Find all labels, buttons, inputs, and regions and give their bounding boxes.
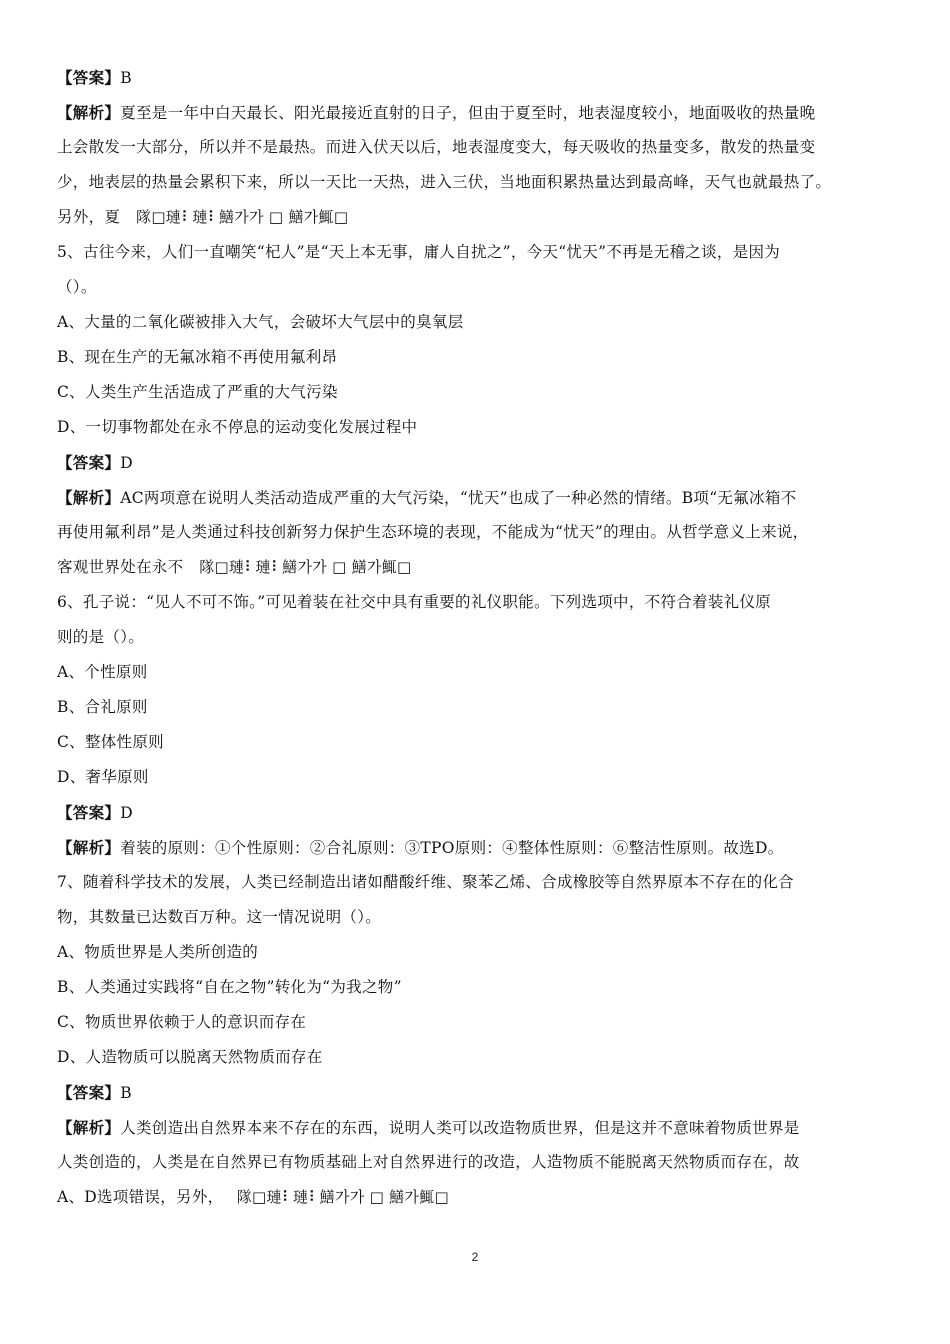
garbled-text: 隊□璉⠇璉⠇鱔가가 □ 鱔가鮿□ [236, 1188, 449, 1206]
option-line: D、奢华原则 [57, 768, 149, 786]
answer-tag: 【答案】 [57, 1083, 121, 1102]
option-line: B、现在生产的无氟冰箱不再使用氟利昂 [57, 348, 338, 366]
question-line: 则的是（）。 [57, 628, 145, 646]
answer-value: D [120, 804, 133, 822]
question-line: 6、孔子说：“见人不可不饰。”可见着装在社交中具有重要的礼仪职能。下列选项中，不符合着装礼仪原 [57, 593, 772, 611]
analysis-text: 夏至是一年中白天最长、阳光最接近直射的日子，但由于夏至时，地表湿度较小，地面吸收的热量晚 [120, 104, 816, 122]
option-line: A、个性原则 [57, 663, 148, 681]
analysis-line [57, 480, 893, 515]
analysis-text: 再使用氟利昂”是人类通过科技创新努力保护生态环境的表现，不能成为“忧天”的理由。从哲学意义上来说， [57, 523, 809, 541]
analysis-line [57, 1110, 893, 1145]
option-line: A、物质世界是人类所创造的 [57, 943, 259, 961]
option-line: B、合礼原则 [57, 698, 148, 716]
analysis-line [57, 95, 893, 130]
answer-tag: 【答案】 [57, 68, 121, 87]
analysis-line [57, 1145, 893, 1180]
analysis-text: 上会散发一大部分，所以并不是最热。而进入伏天以后，地表湿度变大，每天吸收的热量变多，散发的热量变 [57, 138, 816, 156]
question-line: 物，其数量已达数百万种。这一情况说明（）。 [57, 908, 382, 926]
option-line: D、一切事物都处在永不停息的运动变化发展过程中 [57, 418, 418, 436]
analysis-line [57, 515, 893, 550]
analysis-tag: 【解析】 [57, 1118, 121, 1137]
analysis-line [57, 130, 893, 165]
analysis-text: AC两项意在说明人类活动造成严重的大气污染，“忧天”也成了一种必然的情绪。B项“无氟冰箱不 [120, 489, 797, 507]
analysis-text: 人类创造出自然界本来不存在的东西，说明人类可以改造物质世界，但是这并不意味着物质世界是 [120, 1119, 800, 1137]
analysis-tag: 【解析】 [57, 103, 121, 122]
analysis-text: 客观世界处在永不 [57, 558, 200, 576]
analysis-line [57, 165, 893, 200]
option-line: C、物质世界依赖于人的意识而存在 [57, 1013, 307, 1031]
answer-value: B [120, 1084, 132, 1102]
analysis-line-garbled [57, 1180, 893, 1215]
option-line: C、人类生产生活造成了严重的大气污染 [57, 383, 338, 401]
analysis-tag: 【解析】 [57, 488, 121, 507]
document-body [57, 60, 893, 1215]
analysis-text: 着装的原则：①个性原则：②合礼原则：③TPO原则：④整体性原则：⑥整洁性原则。故选D。 [120, 839, 784, 857]
answer-value: B [120, 69, 132, 87]
page-number: 2 [471, 1250, 479, 1264]
question-line: 5、古往今来，人们一直嘲笑“杞人”是“天上本无事，庸人自扰之”，今天“忧天”不再是无稽之谈，是因为 [57, 243, 781, 261]
garbled-text: 隊□璉⠇璉⠇鱔가가 □ 鱔가鮿□ [199, 558, 412, 576]
answer-tag: 【答案】 [57, 453, 121, 472]
analysis-line-garbled [57, 200, 893, 235]
analysis-tag: 【解析】 [57, 838, 121, 857]
answer-line [57, 60, 893, 95]
option-line: D、人造物质可以脱离天然物质而存在 [57, 1048, 323, 1066]
answer-value: D [120, 454, 133, 472]
answer-tag: 【答案】 [57, 803, 121, 822]
option-line: B、人类通过实践将“自在之物”转化为“为我之物” [57, 978, 402, 996]
option-line: C、整体性原则 [57, 733, 164, 751]
question-line: 7、随着科学技术的发展，人类已经制造出诸如醋酸纤维、聚苯乙烯、合成橡胶等自然界原本不存在的化合 [57, 873, 794, 891]
analysis-text: A、D选项错误，另外， [57, 1188, 237, 1206]
analysis-text: 另外，夏 [57, 208, 137, 226]
answer-line [57, 1075, 893, 1110]
question-line: （）。 [57, 278, 97, 296]
answer-line [57, 795, 893, 830]
analysis-line [57, 830, 893, 865]
analysis-line-garbled [57, 550, 893, 585]
answer-line [57, 445, 893, 480]
analysis-text: 少，地表层的热量会累积下来，所以一天比一天热，进入三伏，当地面积累热量达到最高峰，天气也就最热了。 [57, 173, 832, 191]
option-line: A、大量的二氧化碳被排入大气，会破坏大气层中的臭氧层 [57, 313, 464, 331]
analysis-text: 人类创造的，人类是在自然界已有物质基础上对自然界进行的改造，人造物质不能脱离天然物质而存在，故 [57, 1153, 800, 1171]
garbled-text: 隊□璉⠇璉⠇鱔가가 □ 鱔가鮿□ [136, 208, 349, 226]
